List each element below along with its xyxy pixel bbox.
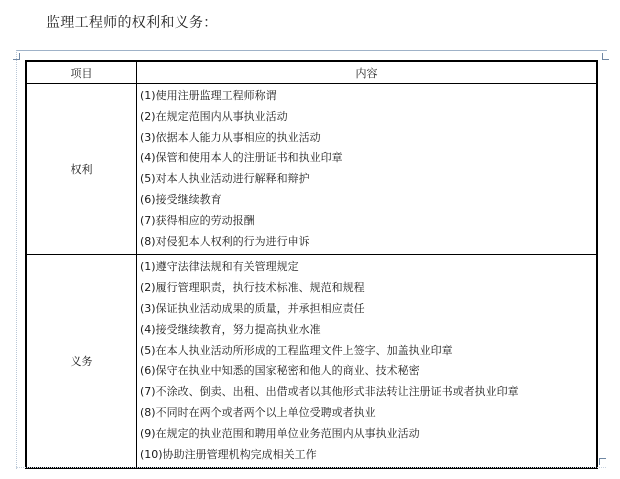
table-handle-top-right[interactable]: [602, 53, 609, 60]
rights-row: [26, 84, 597, 255]
duties-item: (5)在本人执业活动所形成的工程监理文件上签字、加盖执业印章: [140, 343, 453, 357]
rights-category-cell: [26, 84, 137, 255]
rights-item: (8)对侵犯本人权利的行为进行申诉: [140, 234, 310, 248]
page-heading: 监理工程师的权利和义务：: [46, 15, 218, 31]
table-handle-top-left[interactable]: [13, 53, 20, 60]
duties-items-cell: [137, 255, 598, 468]
rights-item: (3)依据本人能力从事相应的执业活动: [140, 130, 321, 144]
header-content: 内容: [137, 61, 598, 84]
rights-duties-table: [25, 60, 598, 469]
duties-item: (6)保守在执业中知悉的国家秘密和他人的商业、技术秘密: [140, 364, 420, 378]
duties-item: (8)不同时在两个或者两个以上单位受聘或者执业: [140, 405, 376, 419]
duties-item: (9)在规定的执业范围和聘用单位业务范围内从事执业活动: [140, 426, 420, 440]
rights-item: (2)在规定范围内从事执业活动: [140, 109, 288, 123]
header-category: 项目: [26, 61, 137, 84]
duties-item: (4)接受继续教育，努力提高执业水准: [140, 322, 321, 336]
rights-item: (5)对本人执业活动进行解释和辩护: [140, 172, 310, 186]
duties-item: (7)不涂改、倒卖、出租、出借或者以其他形式非法转让注册证书或者执业印章: [140, 385, 519, 399]
rights-items-cell: [137, 84, 598, 255]
duties-category-cell: [26, 255, 137, 468]
rights-item: (4)保管和使用本人的注册证书和执业印章: [140, 151, 343, 165]
rights-item: (1)使用注册监理工程师称谓: [140, 89, 277, 102]
rights-label: 权利: [70, 163, 93, 177]
duties-item: (2)履行管理职责，执行技术标准、规范和规程: [140, 281, 365, 295]
duties-label: 义务: [70, 355, 93, 369]
table-handle-bottom-right[interactable]: [599, 458, 606, 465]
frame-bottom-border: [16, 467, 606, 469]
header-row: [26, 61, 597, 84]
rights-item: (7)获得相应的劳动报酬: [140, 213, 255, 227]
duties-item: (1)遵守法律法规和有关管理规定: [140, 260, 299, 274]
duties-item: (3)保证执业活动成果的质量，并承担相应责任: [140, 301, 365, 315]
rights-item: (6)接受继续教育: [140, 192, 222, 206]
duties-row: [26, 255, 597, 468]
duties-item: (10)协助注册管理机构完成相关工作: [140, 447, 317, 461]
